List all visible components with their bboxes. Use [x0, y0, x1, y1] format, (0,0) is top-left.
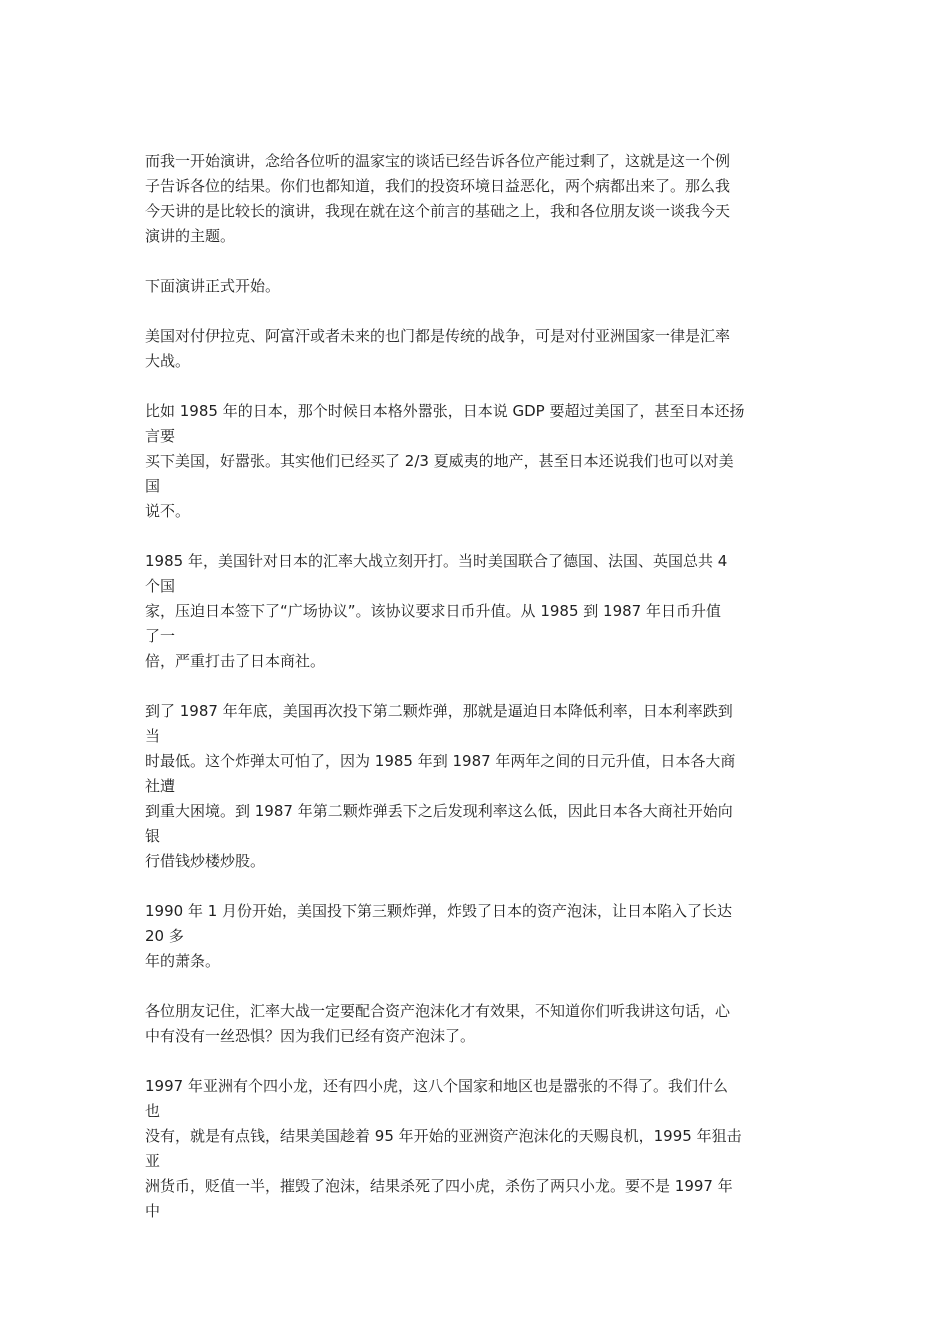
- text-line: 1985 年，美国针对日本的汇率大战立刻开打。当时美国联合了德国、法国、英国总共 4: [145, 552, 728, 570]
- text-line: 今天讲的是比较长的演讲，我现在就在这个前言的基础之上，我和各位朋友谈一谈我今天: [145, 202, 731, 220]
- text-line: 到重大困境。到 1987 年第二颗炸弹丢下之后发现利率这么低，因此日本各大商社开始向: [145, 802, 733, 820]
- text-line: 当: [145, 727, 161, 745]
- text-line: 1997 年亚洲有个四小龙，还有四小虎，这八个国家和地区也是嚣张的不得了。我们什么: [145, 1077, 728, 1095]
- text-line: 银: [145, 827, 161, 845]
- text-line: 行借钱炒楼炒股。: [145, 852, 266, 870]
- text-line: 演讲的主题。: [145, 227, 236, 245]
- text-line: 比如 1985 年的日本，那个时候日本格外嚣张，日本说 GDP 要超过美国了，甚至日本还扬: [145, 402, 745, 420]
- paragraph-asset-bubble: [145, 999, 810, 1049]
- document-body: [145, 149, 810, 1249]
- text-line: 中有没有一丝恐惧？因为我们已经有资产泡沫了。: [145, 1027, 476, 1045]
- text-line: 倍，严重打击了日本商社。: [145, 652, 326, 670]
- paragraph-intro: [145, 149, 810, 249]
- text-line: 洲货币，贬值一半，摧毁了泡沫，结果杀死了四小虎，杀伤了两只小龙。要不是 1997 年: [145, 1177, 733, 1195]
- text-line: 1990 年 1 月份开始，美国投下第三颗炸弹，炸毁了日本的资产泡沫，让日本陷入了长达: [145, 902, 733, 920]
- text-line: 时最低。这个炸弹太可怕了，因为 1985 年到 1987 年两年之间的日元升值，日本各大商: [145, 752, 736, 770]
- paragraph-plaza-accord: [145, 549, 810, 674]
- text-line: 个国: [145, 577, 176, 595]
- text-line: 20 多: [145, 927, 184, 945]
- paragraph-japan-1985: [145, 399, 810, 524]
- paragraph-start: [145, 274, 810, 299]
- text-line: 也: [145, 1102, 161, 1120]
- text-line: 年的萧条。: [145, 952, 221, 970]
- text-line: 说不。: [145, 502, 191, 520]
- text-line: 而我一开始演讲，念给各位听的温家宝的谈话已经告诉各位产能过剩了，这就是这一个例: [145, 152, 731, 170]
- text-line: 言要: [145, 427, 176, 445]
- text-line: 美国对付伊拉克、阿富汗或者未来的也门都是传统的战争，可是对付亚洲国家一律是汇率: [145, 327, 731, 345]
- text-line: 家，压迫日本签下了“广场协议”。该协议要求日币升值。从 1985 到 1987 年日币升值: [145, 602, 721, 620]
- text-line: 社遭: [145, 777, 176, 795]
- text-line: 中: [145, 1202, 161, 1220]
- text-line: 下面演讲正式开始。: [145, 277, 281, 295]
- paragraph-currency-war: [145, 324, 810, 374]
- text-line: 到了 1987 年年底，美国再次投下第二颗炸弹，那就是逼迫日本降低利率，日本利率跌到: [145, 702, 733, 720]
- paragraph-third-bomb: [145, 899, 810, 974]
- text-line: 国: [145, 477, 161, 495]
- paragraph-asia-1997: [145, 1074, 810, 1224]
- paragraph-second-bomb: [145, 699, 810, 874]
- text-line: 了一: [145, 627, 176, 645]
- text-line: 没有，就是有点钱，结果美国趁着 95 年开始的亚洲资产泡沫化的天赐良机，1995 年狙击: [145, 1127, 742, 1145]
- text-line: 亚: [145, 1152, 161, 1170]
- text-line: 买下美国，好嚣张。其实他们已经买了 2/3 夏威夷的地产，甚至日本还说我们也可以对美: [145, 452, 734, 470]
- text-line: 各位朋友记住，汇率大战一定要配合资产泡沫化才有效果，不知道你们听我讲这句话，心: [145, 1002, 731, 1020]
- text-line: 子告诉各位的结果。你们也都知道，我们的投资环境日益恶化，两个病都出来了。那么我: [145, 177, 731, 195]
- text-line: 大战。: [145, 352, 191, 370]
